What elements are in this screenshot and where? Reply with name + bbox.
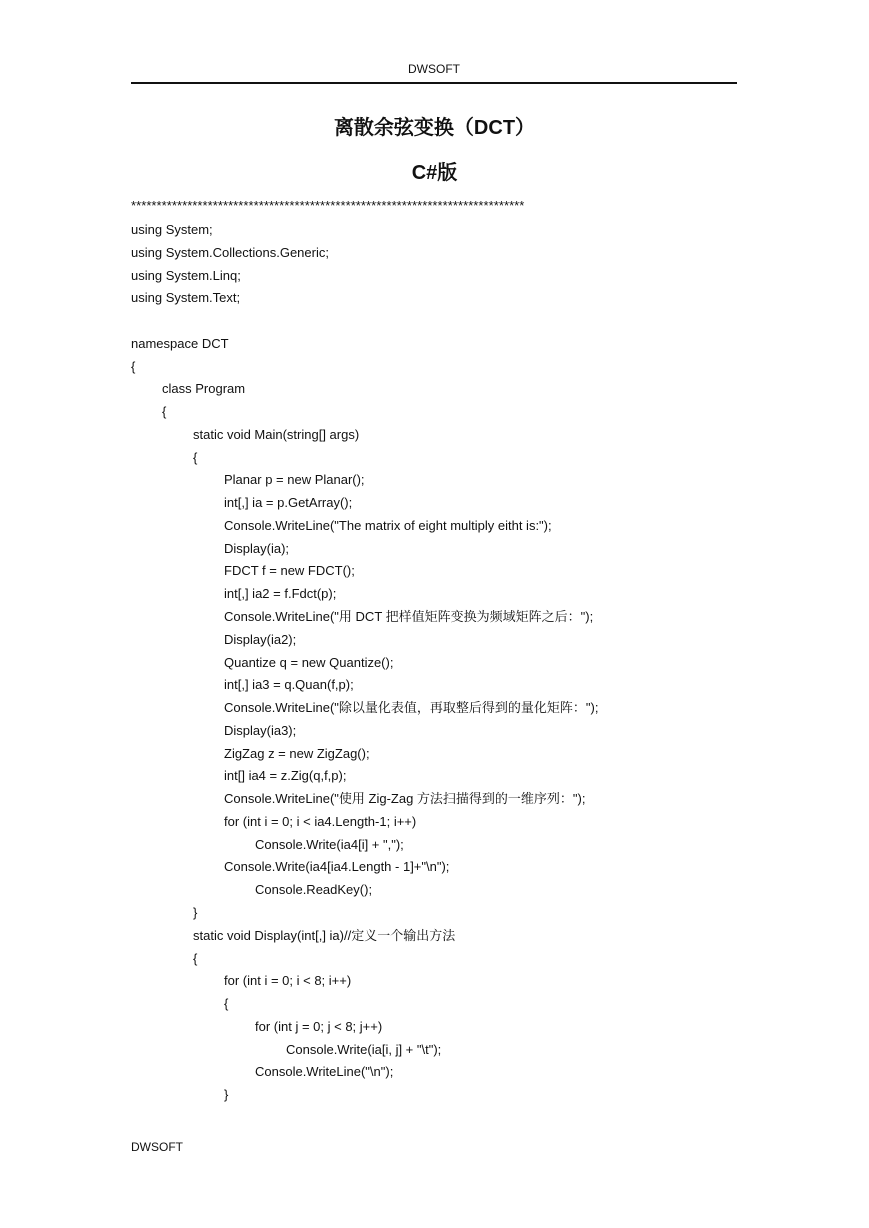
code-line: using System.Collections.Generic;: [131, 244, 329, 260]
code-line: {: [224, 996, 229, 1012]
code-line: class Program: [162, 381, 246, 397]
code-block: [131, 220, 737, 1108]
code-line: {: [193, 950, 198, 966]
code-line: using System.Text;: [131, 290, 241, 306]
code-line: Console.Write(ia4[ia4.Length - 1]+"\n");: [224, 859, 450, 875]
code-line: for (int j = 0; j < 8; j++): [255, 1018, 383, 1034]
code-line: namespace DCT: [131, 335, 229, 351]
code-line: for (int i = 0; i < 8; i++): [224, 973, 352, 989]
code-line: Console.WriteLine("The matrix of eight multiply eitht is:");: [224, 517, 552, 533]
code-line: Console.Write(ia[i, j] + "\t");: [286, 1041, 442, 1057]
code-line: {: [193, 449, 198, 465]
code-line: Quantize q = new Quantize();: [224, 654, 394, 670]
code-line: int[,] ia3 = q.Quan(f,p);: [224, 677, 354, 693]
code-line: for (int i = 0; i < ia4.Length-1; i++): [224, 813, 417, 829]
code-line: Console.WriteLine("\n");: [255, 1064, 394, 1080]
document-title: 离散余弦变换（DCT）: [333, 117, 536, 139]
code-line: [131, 311, 737, 334]
code-line: static void Main(string[] args): [193, 426, 360, 442]
code-line: FDCT f = new FDCT();: [224, 563, 355, 579]
code-line: Console.Write(ia4[i] + ",");: [255, 836, 404, 852]
code-line: using System;: [131, 222, 213, 237]
code-line: int[] ia4 = z.Zig(q,f,p);: [224, 768, 347, 784]
code-line: Console.WriteLine("除以量化表值，再取整后得到的量化矩阵：");: [224, 700, 599, 716]
document-subtitle: C#版: [411, 162, 458, 184]
code-line: int[,] ia2 = f.Fdct(p);: [224, 586, 337, 602]
code-line: {: [131, 358, 136, 374]
code-line: int[,] ia = p.GetArray();: [224, 495, 353, 511]
code-line: Console.WriteLine("用 DCT 把样值矩阵变换为频域矩阵之后：");: [224, 609, 594, 625]
code-line: }: [193, 904, 198, 920]
code-line: Planar p = new Planar();: [224, 472, 365, 488]
code-line: Display(ia);: [224, 540, 290, 556]
code-line: }: [224, 1087, 229, 1103]
code-line: Display(ia2);: [224, 631, 297, 647]
code-line: {: [162, 404, 167, 420]
code-line: Console.ReadKey();: [255, 882, 373, 898]
separator-line: *****************************************************************************: [131, 198, 525, 213]
code-line: Display(ia3);: [224, 722, 297, 738]
page-footer: DWSOFT: [131, 1140, 183, 1154]
code-line: static void Display(int[,] ia)//定义一个输出方法: [193, 927, 456, 943]
page-header: [131, 62, 737, 84]
code-line: using System.Linq;: [131, 267, 241, 283]
code-line: ZigZag z = new ZigZag();: [224, 745, 370, 761]
code-line: Console.WriteLine("使用 Zig-Zag 方法扫描得到的一维序列：");: [224, 791, 586, 807]
header-text: DWSOFT: [408, 62, 460, 76]
